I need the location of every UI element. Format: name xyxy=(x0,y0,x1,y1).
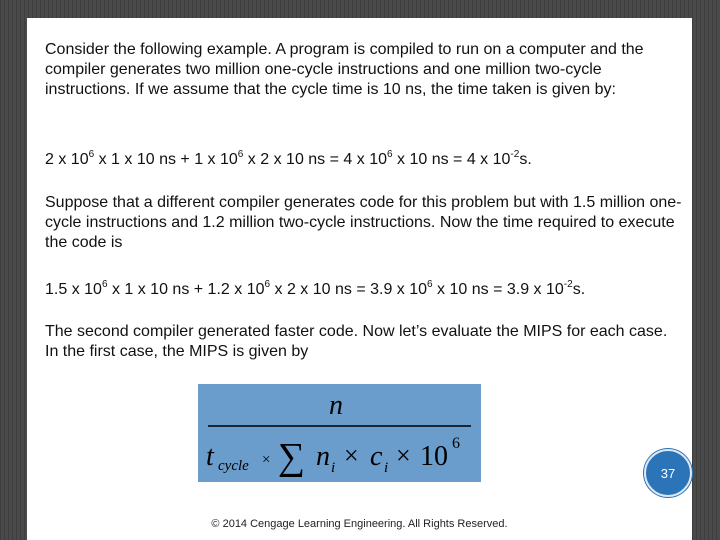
eq1-exp-a: 6 xyxy=(88,148,95,160)
formula-t-subscript: cycle xyxy=(218,458,249,474)
eq2-part-b: x 1 x 10 ns + 1.2 x 10 xyxy=(107,281,265,298)
formula-numerator: n xyxy=(329,390,343,421)
formula-times-2: × xyxy=(344,441,359,470)
formula-c-subscript: i xyxy=(384,460,389,476)
eq2-part-d: x 10 ns = 3.9 x 10 xyxy=(432,281,564,298)
formula-times-1: × xyxy=(262,452,271,468)
formula-n-subscript: i xyxy=(331,460,336,476)
eq2-part-a: 1.5 x 10 xyxy=(45,281,102,298)
formula-c: c xyxy=(370,441,383,472)
eq2-part-c: x 2 x 10 ns = 3.9 x 10 xyxy=(270,281,428,298)
second-compiler-paragraph: Suppose that a different compiler generates code for this problem but with 1.5 million one-cycle instructions and 1.2 million two-cycle instructions. Now the time required to execute the code is xyxy=(45,194,682,251)
formula-sigma: ∑ xyxy=(278,436,306,478)
page-number-badge: 37 xyxy=(644,449,692,497)
copyright-footer: © 2014 Cengage Learning Engineering. All Rights Reserved. xyxy=(211,518,508,530)
eq1-part-e: s. xyxy=(519,151,532,168)
formula-ten: 10 xyxy=(420,441,448,472)
eq2-exp-d: -2 xyxy=(563,278,573,290)
formula-ten-exponent: 6 xyxy=(452,435,460,452)
eq1-exp-d: -2 xyxy=(510,148,520,160)
formula-times-3: × xyxy=(396,441,411,470)
eq1-part-a: 2 x 10 xyxy=(45,151,89,168)
formula-n: n xyxy=(316,441,330,472)
eq1-part-c: x 2 x 10 ns = 4 x 10 xyxy=(243,151,387,168)
eq1-exp-c: 6 xyxy=(387,148,393,160)
slide xyxy=(27,18,692,540)
mips-paragraph: The second compiler generated faster code. Now let’s evaluate the MIPS for each case. In the first case, the MIPS is given by xyxy=(45,323,668,360)
eq2-exp-c: 6 xyxy=(427,278,433,290)
eq2-exp-a: 6 xyxy=(101,278,108,290)
equation-1 xyxy=(45,150,685,170)
eq2-part-e: s. xyxy=(572,281,586,298)
intro-paragraph: Consider the following example. A program is compiled to run on a computer and the compiler generates two million one-cycle instructions and one million two-cycle instructions. If we assume that the cycle time is 10 ns, the time taken is given by: xyxy=(45,41,644,98)
formula-t: t xyxy=(206,441,214,472)
eq2-exp-b: 6 xyxy=(264,278,271,290)
equation-2 xyxy=(45,280,685,300)
eq1-part-b: x 1 x 10 ns + 1 x 10 xyxy=(94,151,238,168)
eq1-exp-b: 6 xyxy=(237,148,244,160)
mips-formula xyxy=(198,384,481,482)
eq1-part-d: x 10 ns = 4 x 10 xyxy=(392,151,511,168)
